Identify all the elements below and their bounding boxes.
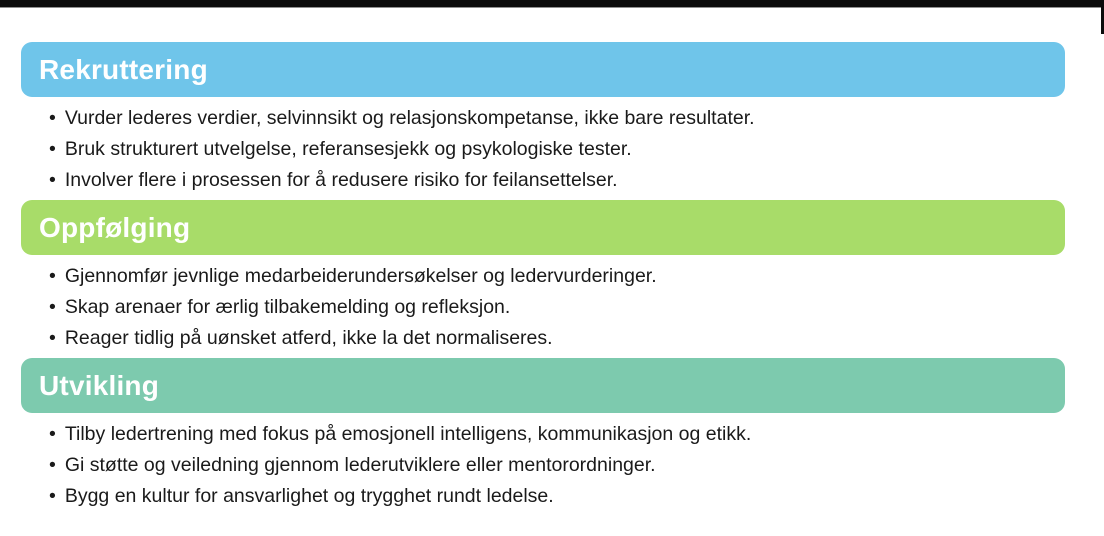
bullet-dot: •	[49, 327, 56, 349]
bullet-item	[49, 450, 1065, 481]
bullet-dot: •	[49, 454, 56, 476]
section-title: Oppfølging	[39, 211, 191, 243]
section-title: Utvikling	[39, 369, 160, 401]
bullet-list-oppfolging	[21, 261, 1065, 354]
bullet-dot: •	[49, 138, 56, 160]
bullet-list-utvikling	[21, 419, 1065, 512]
top-black-bar	[0, 0, 1104, 8]
bullet-dot: •	[49, 265, 56, 287]
section-title: Rekruttering	[39, 53, 208, 85]
bullet-item	[49, 103, 1065, 134]
bullet-item	[49, 323, 1065, 354]
bullet-text: Vurder lederes verdier, selvinnsikt og relasjonskompetanse, ikke bare resultater.	[64, 107, 755, 129]
bullet-list-rekruttering	[21, 103, 1065, 196]
bullet-text: Bygg en kultur for ansvarlighet og trygghet rundt ledelse.	[64, 485, 554, 507]
bullet-item	[49, 261, 1065, 292]
bullet-dot: •	[49, 485, 56, 507]
bullet-item	[49, 419, 1065, 450]
bullet-text: Skap arenaer for ærlig tilbakemelding og refleksjon.	[64, 296, 511, 318]
bullet-dot: •	[49, 107, 56, 129]
slide-content	[21, 42, 1065, 516]
bullet-text: Gi støtte og veiledning gjennom lederutviklere eller mentorordninger.	[64, 454, 656, 476]
bullet-dot: •	[49, 296, 56, 318]
bullet-text: Gjennomfør jevnlige medarbeiderundersøkelser og ledervurderinger.	[64, 265, 657, 287]
section-header-utvikling	[21, 358, 1065, 413]
bullet-text: Tilby ledertrening med fokus på emosjonell intelligens, kommunikasjon og etikk.	[64, 423, 752, 445]
section-header-oppfolging	[21, 200, 1065, 255]
bullet-text: Involver flere i prosessen for å redusere risiko for feilansettelser.	[64, 169, 618, 191]
bullet-item	[49, 481, 1065, 512]
bullet-item	[49, 165, 1065, 196]
bullet-dot: •	[49, 423, 56, 445]
section-header-rekruttering	[21, 42, 1065, 97]
bullet-item	[49, 292, 1065, 323]
bullet-text: Reager tidlig på uønsket atferd, ikke la det normaliseres.	[64, 327, 553, 349]
bullet-text: Bruk strukturert utvelgelse, referansesjekk og psykologiske tester.	[64, 138, 632, 160]
bullet-dot: •	[49, 169, 56, 191]
bullet-item	[49, 134, 1065, 165]
